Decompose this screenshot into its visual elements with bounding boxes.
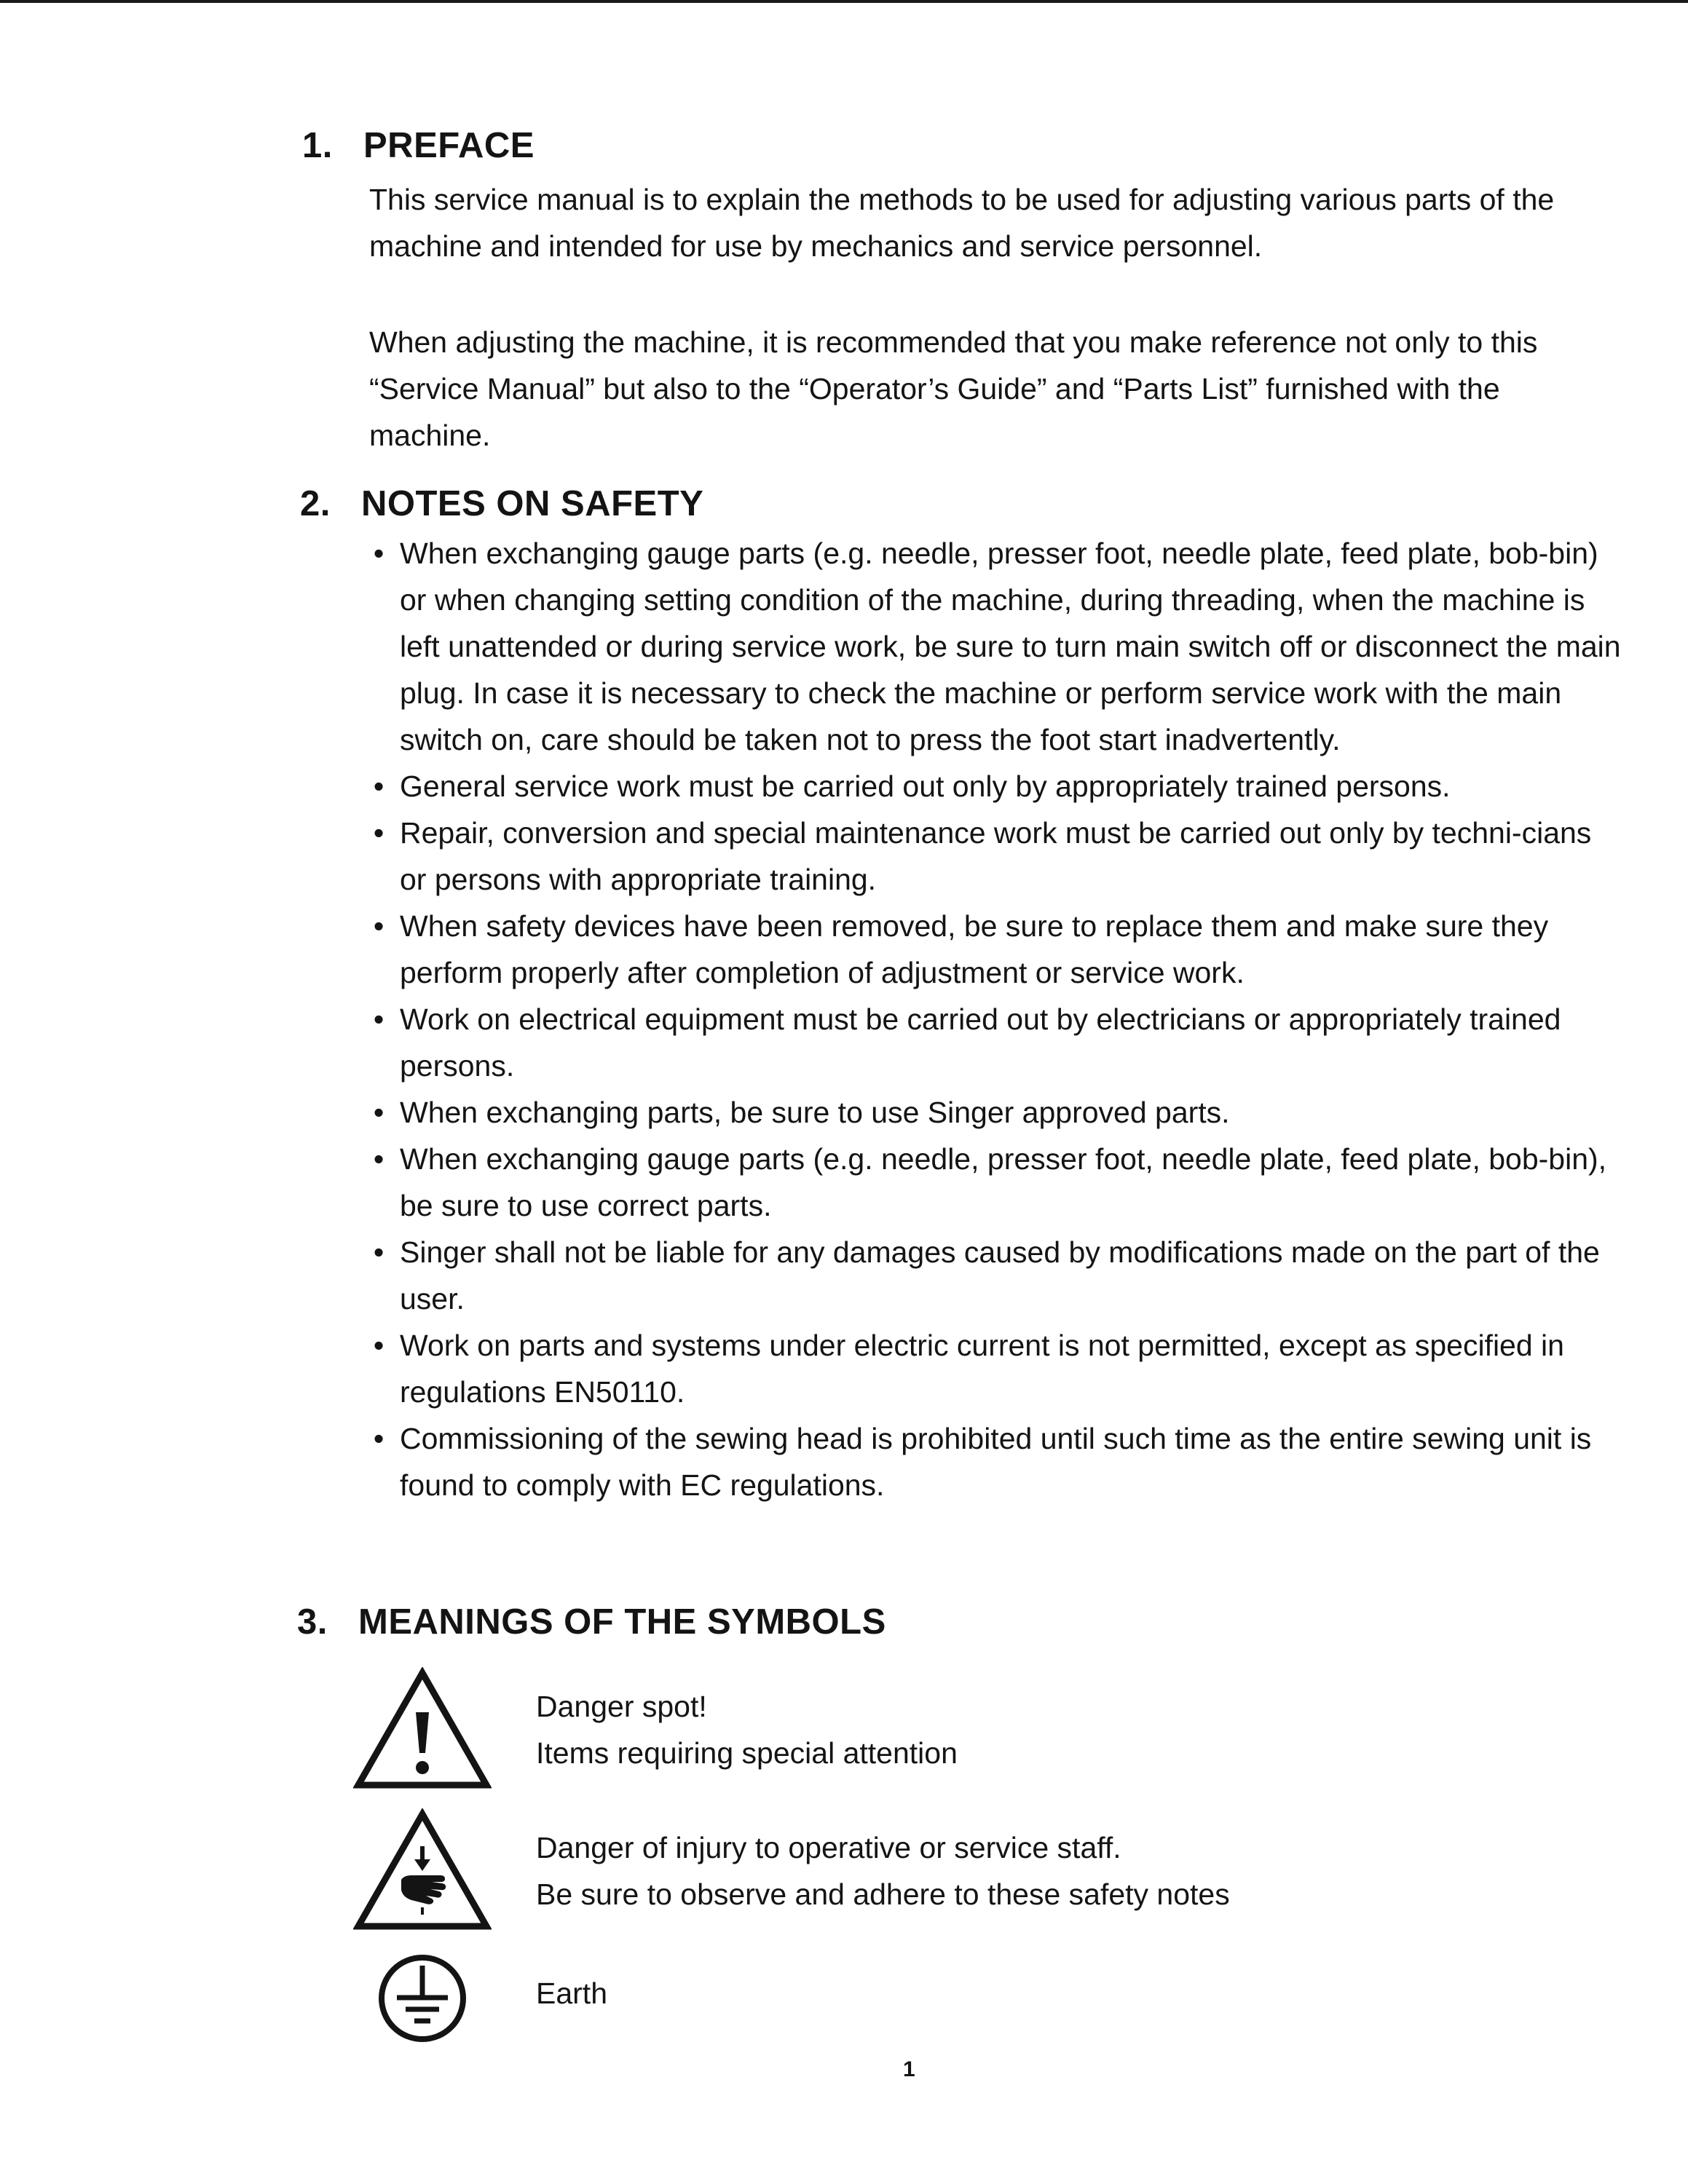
symbol-line-1: Earth	[536, 1977, 607, 2010]
safety-note-text: Singer shall not be liable for any damages caused by modifications made on the part of the user.	[400, 1235, 1600, 1315]
symbol-description	[536, 1667, 958, 1776]
safety-note-item	[368, 1089, 1622, 1136]
symbol-description	[536, 1951, 607, 2017]
safety-note-item	[368, 903, 1622, 996]
symbols-number: 3.	[297, 1602, 328, 1642]
symbol-row-injury-danger	[350, 1808, 1631, 1932]
safety-note-text: Repair, conversion and special maintenance work must be carried out only by techni-cians or persons with appropriate training.	[400, 816, 1592, 896]
preface-title: PREFACE	[363, 126, 535, 165]
safety-note-text: When exchanging parts, be sure to use Singer approved parts.	[400, 1096, 1230, 1129]
bullet-mark: •	[373, 1142, 384, 1176]
safety-note-item	[368, 810, 1622, 903]
symbol-row-earth	[350, 1951, 1631, 2046]
bullet-mark: •	[373, 537, 384, 570]
safety-note-text: Commissioning of the sewing head is prohibited until such time as the entire sewing unit is found to comply with EC regulations.	[400, 1422, 1592, 1502]
safety-heading	[300, 483, 703, 524]
bullet-mark: •	[373, 1096, 384, 1129]
page-number: 1	[903, 2057, 915, 2081]
safety-note-item	[368, 1136, 1622, 1229]
preface-paragraph-2: When adjusting the machine, it is recommended that you make reference not only to this “Service Manual” but also to the “Operator’s Guide” and “Parts List” furnished with the machine.	[369, 325, 1538, 452]
symbol-row-danger-spot	[350, 1667, 1631, 1791]
symbols-heading	[297, 1602, 886, 1642]
bullet-mark: •	[373, 1329, 384, 1362]
safety-title: NOTES ON SAFETY	[361, 484, 704, 523]
safety-note-text: When safety devices have been removed, be sure to replace them and make sure they perform properly after completion of adjustment or service work.	[400, 909, 1549, 989]
bullet-mark: •	[373, 1002, 384, 1036]
preface-heading	[302, 125, 535, 166]
bullet-mark: •	[373, 1422, 384, 1455]
bullet-mark: •	[373, 909, 384, 943]
safety-note-item	[368, 530, 1622, 763]
safety-note-text: Work on electrical equipment must be carried out by electricians or appropriately trained persons.	[400, 1002, 1561, 1083]
safety-note-text: When exchanging gauge parts (e.g. needle, presser foot, needle plate, feed plate, bob-bin) or when changing setting condition of the machine, during threading, when the machine is left unattended or during service work, be sure to turn main switch off or disconnect the main plug. In case it is necessary to check the machine or perform service work with the main switch on, care should be taken not to press the foot start inadvertently.	[400, 537, 1621, 756]
safety-number: 2.	[300, 484, 331, 523]
safety-note-item	[368, 1322, 1622, 1415]
symbol-line-2: Be sure to observe and adhere to these safety notes	[536, 1878, 1230, 1911]
bullet-mark: •	[373, 1235, 384, 1269]
earth-ground-icon	[350, 1951, 495, 2046]
symbol-description	[536, 1808, 1230, 1918]
preface-paragraph-1: This service manual is to explain the methods to be used for adjusting various parts of the machine and intended for use by mechanics and service personnel.	[369, 183, 1555, 263]
symbols-title: MEANINGS OF THE SYMBOLS	[358, 1602, 886, 1642]
symbol-line-1: Danger of injury to operative or service staff.	[536, 1831, 1121, 1864]
safety-note-item	[368, 1229, 1622, 1322]
safety-note-item	[368, 1415, 1622, 1508]
symbol-line-2: Items requiring special attention	[536, 1736, 958, 1770]
safety-notes-list	[368, 530, 1622, 1508]
symbol-line-1: Danger spot!	[536, 1690, 707, 1723]
safety-note-item	[368, 996, 1622, 1089]
hand-injury-warning-icon	[350, 1808, 495, 1932]
warning-exclamation-icon	[350, 1667, 495, 1791]
bullet-mark: •	[373, 769, 384, 803]
safety-note-text: Work on parts and systems under electric current is not permitted, except as specified in regulations EN50110.	[400, 1329, 1564, 1409]
safety-note-text: General service work must be carried out only by appropriately trained persons.	[400, 769, 1451, 803]
safety-note-text: When exchanging gauge parts (e.g. needle, presser foot, needle plate, feed plate, bob-bin), be sure to use correct parts.	[400, 1142, 1607, 1222]
safety-note-item	[368, 763, 1622, 810]
bullet-mark: •	[373, 816, 384, 850]
preface-number: 1.	[302, 126, 333, 165]
